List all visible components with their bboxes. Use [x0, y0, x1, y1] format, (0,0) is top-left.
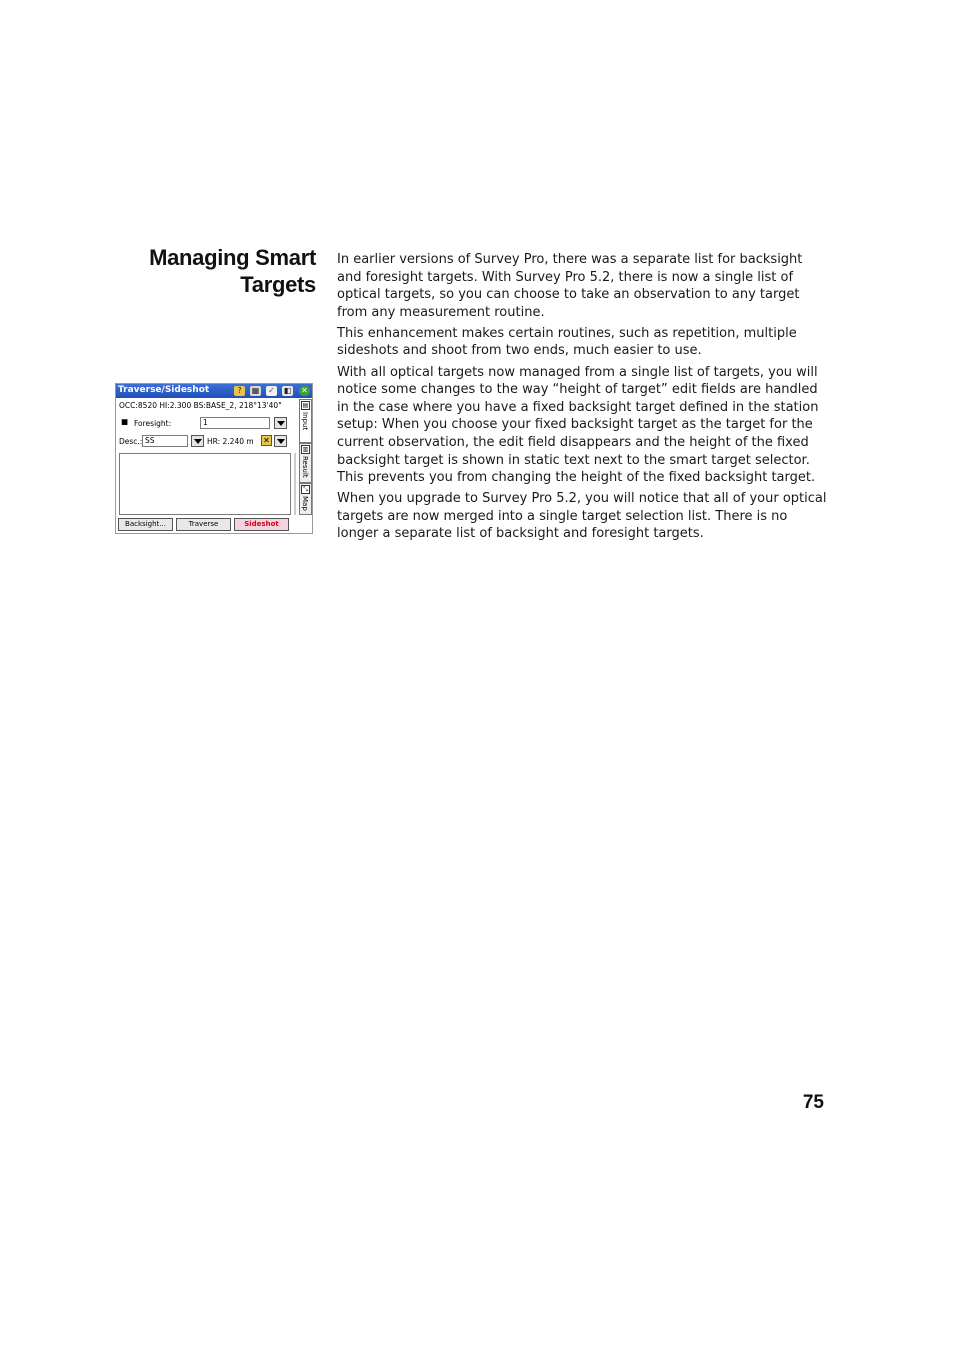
tab-result-label: Result	[301, 456, 309, 478]
section-heading	[130, 244, 316, 298]
screen-titlebar	[116, 384, 312, 398]
scrollbar[interactable]	[294, 453, 296, 515]
target-icon[interactable]: ✕	[261, 435, 272, 446]
paragraph: In earlier versions of Survey Pro, there was a separate list for backsight and foresight targets. With Survey Pro 5.2, there is now a single list of optical targets, so you can choose to take an observation to any target from any measurement routine.	[337, 252, 803, 320]
input-tab-icon: ▤	[302, 402, 309, 409]
body-text	[337, 251, 827, 547]
paragraph: When you upgrade to Survey Pro 5.2, you will notice that all of your optical targets are now merged into a single target selection list. There is no longer a separate list of backsight and foresight targets.	[337, 491, 827, 542]
desc-dropdown[interactable]	[191, 435, 204, 447]
check-icon[interactable]: ✓	[266, 386, 277, 396]
desc-label: Desc.:	[119, 437, 143, 446]
page-number: 75	[802, 1092, 824, 1113]
paragraph: This enhancement makes certain routines, such as repetition, multiple sideshots and shoot from two ends, much easier to use.	[337, 325, 797, 359]
foresight-label: Foresight:	[134, 419, 172, 428]
heading-line-1: Managing Smart	[149, 245, 316, 270]
close-icon[interactable]: ✕	[299, 386, 310, 396]
notes-area[interactable]	[119, 453, 291, 515]
foresight-dropdown[interactable]	[274, 417, 287, 429]
map-tab-icon: ⤡	[301, 485, 310, 494]
tab-result[interactable]	[299, 443, 312, 483]
bullet-icon: ■	[121, 417, 129, 426]
tab-map[interactable]	[299, 483, 312, 515]
target-dropdown[interactable]	[274, 435, 287, 447]
traverse-button[interactable]: Traverse	[176, 518, 231, 531]
open-icon[interactable]: ◧	[283, 386, 292, 395]
result-tab-icon: ▥	[302, 446, 309, 453]
desc-field[interactable]: SS	[142, 435, 188, 447]
side-tabs	[297, 399, 313, 517]
hr-text: HR: 2.240 m	[207, 437, 254, 446]
tab-input[interactable]	[299, 399, 312, 443]
foresight-field[interactable]: 1	[200, 417, 270, 429]
keyboard-icon[interactable]: ▦	[251, 386, 260, 395]
traverse-sideshot-screenshot	[115, 383, 313, 534]
sideshot-button[interactable]: Sideshot	[234, 518, 289, 531]
station-info: OCC:8520 HI:2.300 BS:BASE_2, 218°13'40"	[119, 401, 282, 410]
heading-line-2: Targets	[240, 272, 316, 297]
tab-map-label: Map	[301, 496, 309, 511]
paragraph: With all optical targets now managed from a single list of targets, you will notice some changes to the way “height of target” edit fields are handled in the case where you have a fixed backsight target defined in the station setup: When you choose your fixed backsight target as the target for the current observation, the edit field disappears and the height of the fixed backsight target is shown in static text next to the smart target selector. This prevents you from changing the height of the fixed backsight target.	[337, 364, 819, 486]
help-icon[interactable]: ?	[234, 386, 245, 396]
screen-title: Traverse/Sideshot	[118, 385, 210, 395]
backsight-button[interactable]: Backsight...	[118, 518, 173, 531]
tab-input-label: Input	[301, 412, 309, 431]
